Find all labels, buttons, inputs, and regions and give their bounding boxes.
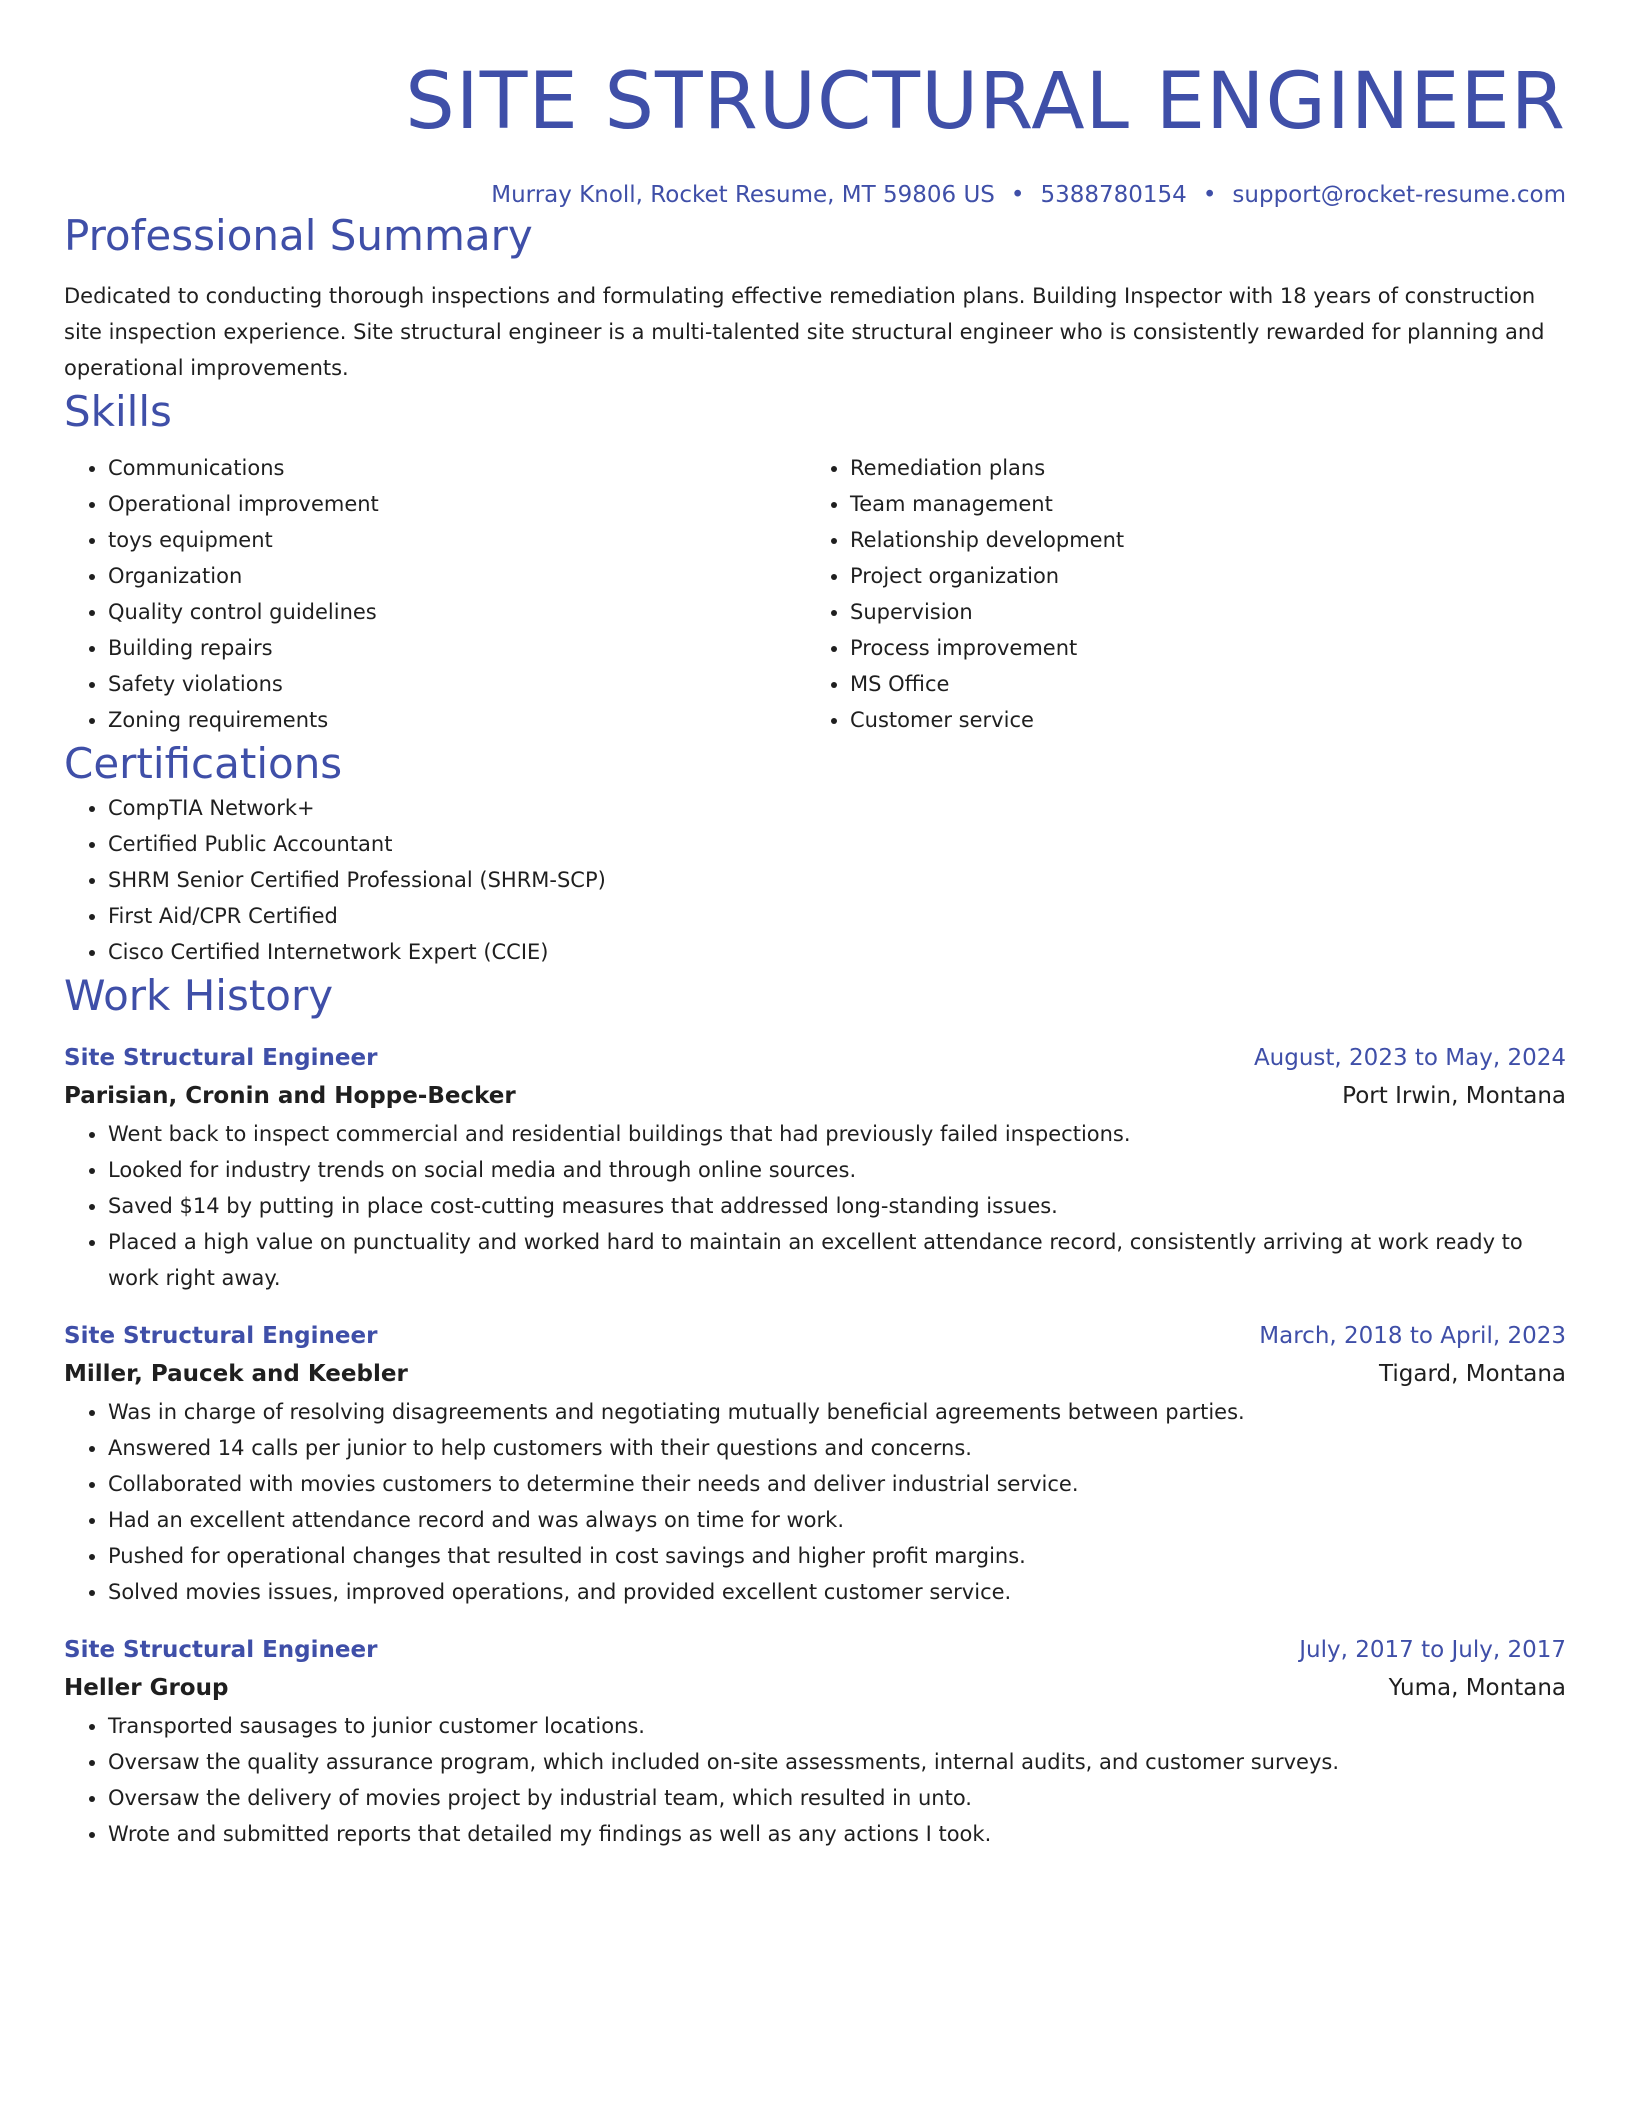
- job-duty-item: • Collaborated with movies customers to determine their needs and deliver industrial service.: [108, 1466, 1566, 1502]
- certification-item: • First Aid/CPR Certified: [108, 898, 1566, 934]
- job-duty-item: • Oversaw the delivery of movies project by industrial team, which resulted in unto.: [108, 1780, 1566, 1816]
- job-title-row: [64, 1318, 1566, 1354]
- job-entry: [64, 1632, 1566, 1852]
- job-duties-list: [64, 1394, 1566, 1610]
- certification-item: • CompTIA Network+: [108, 790, 1566, 826]
- skill-item: • toys equipment: [108, 522, 806, 558]
- certification-item: • SHRM Senior Certified Professional (SHRM-SCP): [108, 862, 1566, 898]
- job-location: Tigard, Montana: [1379, 1361, 1566, 1387]
- job-company: Miller, Paucek and Keebler: [64, 1361, 408, 1387]
- skills-heading: Skills: [64, 387, 172, 436]
- job-duty-item: • Oversaw the quality assurance program, which included on-site assessments, internal audits, and customer surveys.: [108, 1744, 1566, 1780]
- job-duties-list: [64, 1708, 1566, 1852]
- skill-item: • Team management: [850, 486, 1548, 522]
- skill-item: • Quality control guidelines: [108, 594, 806, 630]
- job-duty-item: • Went back to inspect commercial and residential buildings that had previously failed inspections.: [108, 1116, 1566, 1152]
- skills-list-right: [806, 450, 1548, 738]
- job-location: Yuma, Montana: [1388, 1675, 1566, 1701]
- job-position: Site Structural Engineer: [64, 1323, 378, 1349]
- skill-item: • MS Office: [850, 666, 1548, 702]
- contact-phone: 5388780154: [1040, 182, 1187, 208]
- summary-text: Dedicated to conducting thorough inspections and formulating effective remediation plans. Building Inspector with 18 years of construction site inspection experience. Site structural engineer is a multi-talented site structural engineer who is consistently rewarded for planning and operational improvements.: [64, 284, 1545, 380]
- skills-list-left: [64, 450, 806, 738]
- contact-line: [64, 180, 1566, 210]
- job-duty-item: • Saved $14 by putting in place cost-cutting measures that addressed long-standing issues.: [108, 1188, 1566, 1224]
- work-history-heading: Work History: [64, 971, 334, 1020]
- job-position: Site Structural Engineer: [64, 1045, 378, 1071]
- skill-item: • Operational improvement: [108, 486, 806, 522]
- contact-separator: •: [1010, 182, 1025, 208]
- contact-address: Murray Knoll, Rocket Resume, MT 59806 US: [491, 182, 995, 208]
- job-duty-item: • Pushed for operational changes that resulted in cost savings and higher profit margins.: [108, 1538, 1566, 1574]
- certifications-list: [64, 790, 1566, 970]
- job-duty-item: • Solved movies issues, improved operations, and provided excellent customer service.: [108, 1574, 1566, 1610]
- skills-column-right: [806, 450, 1548, 738]
- job-duty-item: • Transported sausages to junior customer locations.: [108, 1708, 1566, 1744]
- job-company-row: [64, 1668, 1566, 1708]
- certification-item: • Cisco Certified Internetwork Expert (CCIE): [108, 934, 1566, 970]
- job-position: Site Structural Engineer: [64, 1637, 378, 1663]
- skill-item: • Supervision: [850, 594, 1548, 630]
- job-title-row: [64, 1040, 1566, 1076]
- skill-item: • Safety violations: [108, 666, 806, 702]
- resume-page: [64, 0, 1566, 1852]
- job-company-row: [64, 1076, 1566, 1116]
- resume-title: SITE STRUCTURAL ENGINEER: [405, 57, 1566, 147]
- job-company-row: [64, 1354, 1566, 1394]
- skills-column-left: [64, 450, 806, 738]
- job-duty-item: • Had an excellent attendance record and was always on time for work.: [108, 1502, 1566, 1538]
- job-dates: July, 2017 to July, 2017: [1299, 1637, 1566, 1663]
- job-duty-item: • Answered 14 calls per junior to help customers with their questions and concerns.: [108, 1430, 1566, 1466]
- skill-item: • Project organization: [850, 558, 1548, 594]
- contact-separator: •: [1202, 182, 1217, 208]
- skill-item: • Remediation plans: [850, 450, 1548, 486]
- job-entry: [64, 1318, 1566, 1610]
- skill-item: • Relationship development: [850, 522, 1548, 558]
- job-dates: March, 2018 to April, 2023: [1259, 1323, 1566, 1349]
- resume-header: [64, 0, 1566, 210]
- skill-item: • Customer service: [850, 702, 1548, 738]
- job-duties-list: [64, 1116, 1566, 1296]
- job-duty-item: • Looked for industry trends on social media and through online sources.: [108, 1152, 1566, 1188]
- job-duty-item: • Wrote and submitted reports that detailed my findings as well as any actions I took.: [108, 1816, 1566, 1852]
- certification-item: • Certified Public Accountant: [108, 826, 1566, 862]
- skills-columns: [64, 450, 1566, 738]
- job-location: Port Irwin, Montana: [1342, 1083, 1566, 1109]
- job-entry: [64, 1040, 1566, 1296]
- job-title-row: [64, 1632, 1566, 1668]
- skill-item: • Process improvement: [850, 630, 1548, 666]
- job-company: Parisian, Cronin and Hoppe-Becker: [64, 1083, 516, 1109]
- job-dates: August, 2023 to May, 2024: [1253, 1045, 1566, 1071]
- contact-email: support@rocket-resume.com: [1232, 182, 1566, 208]
- job-duty-item: • Placed a high value on punctuality and worked hard to maintain an excellent attendance record, consistently arriving at work ready to work right away.: [108, 1224, 1566, 1296]
- skill-item: • Building repairs: [108, 630, 806, 666]
- certifications-heading: Certifications: [64, 739, 343, 788]
- skill-item: • Zoning requirements: [108, 702, 806, 738]
- skill-item: • Organization: [108, 558, 806, 594]
- summary-heading: Professional Summary: [64, 211, 533, 260]
- job-duty-item: • Was in charge of resolving disagreements and negotiating mutually beneficial agreements between parties.: [108, 1394, 1566, 1430]
- job-company: Heller Group: [64, 1675, 229, 1701]
- skill-item: • Communications: [108, 450, 806, 486]
